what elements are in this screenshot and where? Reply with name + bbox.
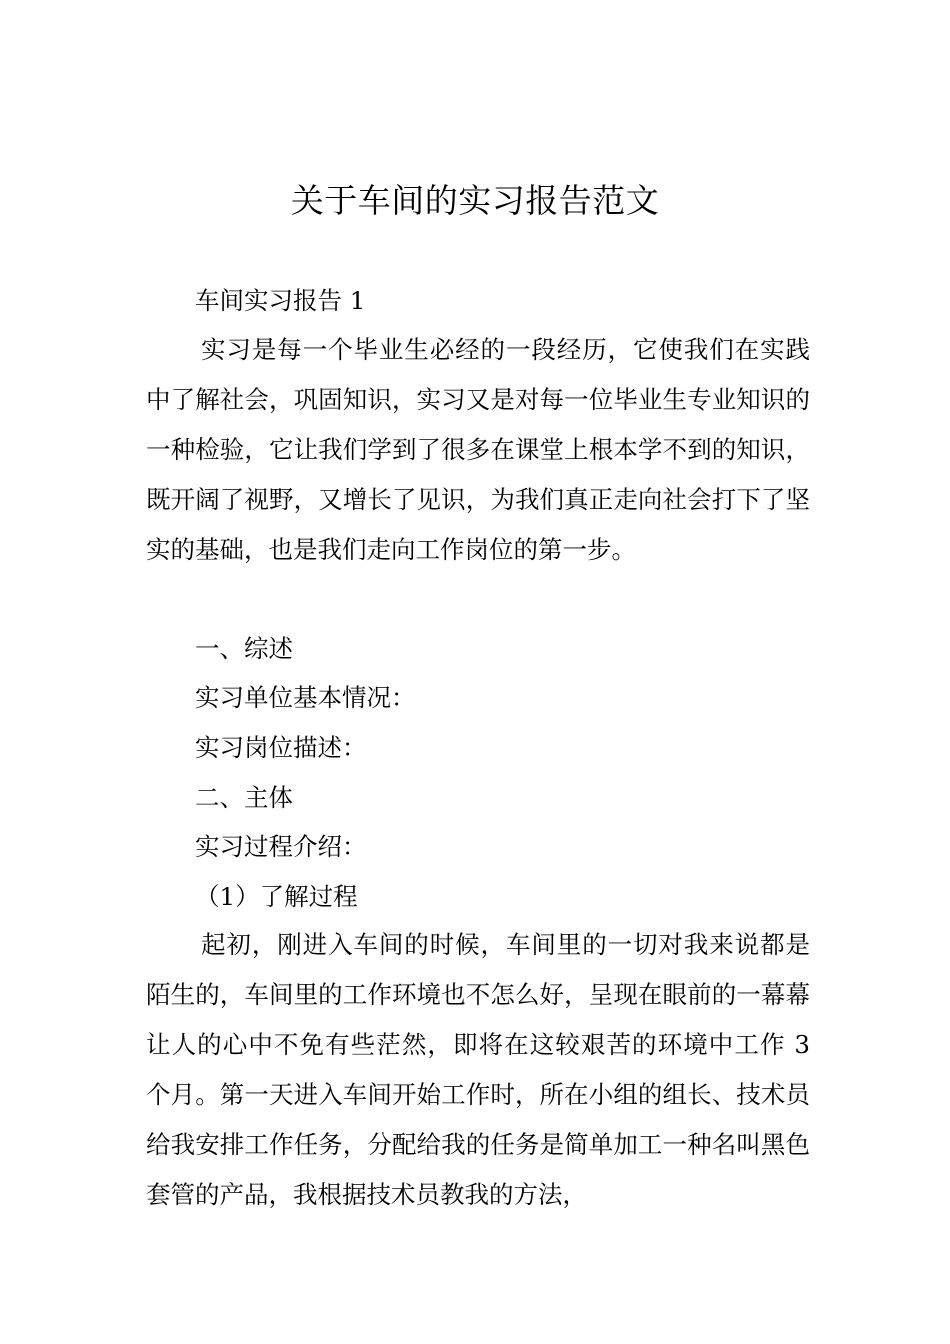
paragraph-workshop: 起初，刚进入车间的时候，车间里的一切对我来说都是陌生的，车间里的工作环境也不怎么好，呈现在眼前的一幕幕让人的心中不免有些茫然，即将在这较艰苦的环境中工作 3 个月。第一天进入车间开始工作时，所在小组的组长、技术员给我安排工作任务，分配给我的任务是简单加工一种名叫黑色套管的产品，我根据技术员教我的方法， [146,930,810,1209]
section-heading-overview: 一、综述 [195,634,293,663]
report-subtitle: 车间实习报告 1 [195,286,366,315]
paragraph-intro: 实习是每一个毕业生必经的一段经历，它使我们在实践中了解社会，巩固知识，实习又是对每一位毕业生专业知识的一种检验，它让我们学到了很多在课堂上根本学不到的知识，既开阔了视野，又增长了见识，为我们真正走向社会打下了坚实的基础，也是我们走向工作岗位的第一步。 [146,335,810,564]
item-understand-process: （1）了解过程 [195,882,358,911]
section-heading-main: 二、主体 [195,783,293,812]
item-process-intro: 实习过程介绍： [195,832,367,861]
item-unit-info: 实习单位基本情况： [195,683,416,712]
document-title: 关于车间的实习报告范文 [290,181,660,220]
item-position-desc: 实习岗位描述： [195,733,367,762]
